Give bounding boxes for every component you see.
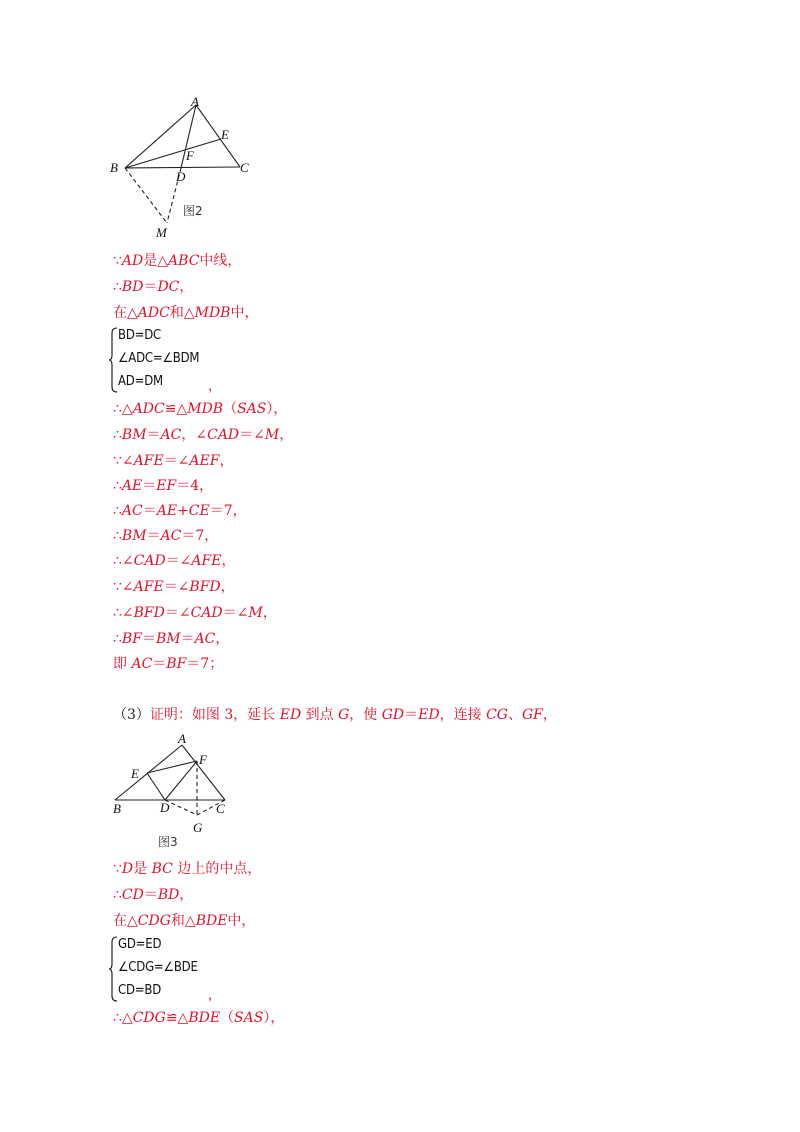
proof-line: ∴AC＝AE+CE＝7，: [113, 503, 247, 519]
system-row: ∠CDG=∠BDE: [118, 960, 198, 975]
system-row: GD=ED: [118, 937, 162, 952]
fig2-label-c: C: [240, 160, 249, 175]
proof-line: 在△ADC和△MDB中，: [113, 305, 259, 321]
proof-line: ∴∠CAD＝∠AFE，: [113, 553, 236, 569]
fig3-label-g: G: [193, 820, 203, 835]
system-row: AD=DM: [118, 374, 163, 389]
fig2-label-f: F: [186, 148, 194, 163]
proof-line: ∵AD是△ABC中线，: [113, 253, 242, 269]
part3-prefix: （3）: [113, 707, 150, 723]
fig2-caption: 图2: [183, 204, 203, 218]
figure-3-diagram: [100, 728, 250, 853]
fig2-label-b: B: [110, 160, 118, 175]
system-tail: ，: [208, 988, 222, 1003]
fig3-label-f: F: [199, 752, 207, 767]
proof-line: ∴△ADC≌△MDB（SAS），: [113, 401, 288, 417]
proof-line: 在△CDG和△BDE中，: [113, 913, 256, 929]
part3-statement: （3）证明：如图 3，延长 ED 到点 G，使 GD＝ED，连接 CG、GF，: [113, 707, 557, 723]
figure-3: [100, 728, 250, 853]
system-tail: ，: [208, 379, 222, 394]
proof-line: ∴∠BFD＝∠CAD＝∠M，: [113, 605, 277, 621]
proof-line: ∴BF＝BM＝AC，: [113, 631, 230, 647]
system-row: ∠ADC=∠BDM: [118, 351, 200, 366]
proof-line: ∴AE＝EF＝4，: [113, 478, 214, 494]
fig2-label-d: D: [176, 169, 186, 184]
figure-2-diagram: [100, 90, 270, 240]
proof-line: ∴△CDG≌△BDE（SAS），: [113, 1010, 285, 1026]
equation-system-1: [109, 327, 259, 393]
proof-line: ∵D是 BC 边上的中点，: [113, 861, 262, 877]
fig2-label-a: A: [191, 94, 199, 109]
fig3-label-e: E: [131, 766, 139, 781]
system-row: CD=BD: [118, 983, 162, 998]
fig2-label-m: M: [156, 225, 167, 240]
proof-line: ∴BD＝DC，: [113, 279, 194, 295]
fig3-caption: 图3: [158, 835, 178, 849]
proof-line: ∴CD＝BD，: [113, 887, 194, 903]
fig3-label-d: D: [160, 800, 170, 815]
fig2-label-e: E: [221, 127, 229, 142]
proof-line: ∵∠AFE＝∠BFD，: [113, 579, 235, 595]
figure-2: [100, 90, 270, 240]
fig3-label-b: B: [113, 801, 121, 816]
proof-line: ∵∠AFE＝∠AEF，: [113, 453, 234, 469]
equation-system-2: [109, 936, 259, 1002]
proof-line: 即 AC＝BF＝7；: [113, 656, 224, 672]
proof-line: ∴BM＝AC，∠CAD＝∠M，: [113, 427, 294, 443]
fig3-label-c: C: [216, 801, 225, 816]
fig3-label-a: A: [178, 731, 186, 746]
system-row: BD=DC: [118, 328, 162, 343]
proof-line: ∴BM＝AC＝7，: [113, 528, 219, 544]
